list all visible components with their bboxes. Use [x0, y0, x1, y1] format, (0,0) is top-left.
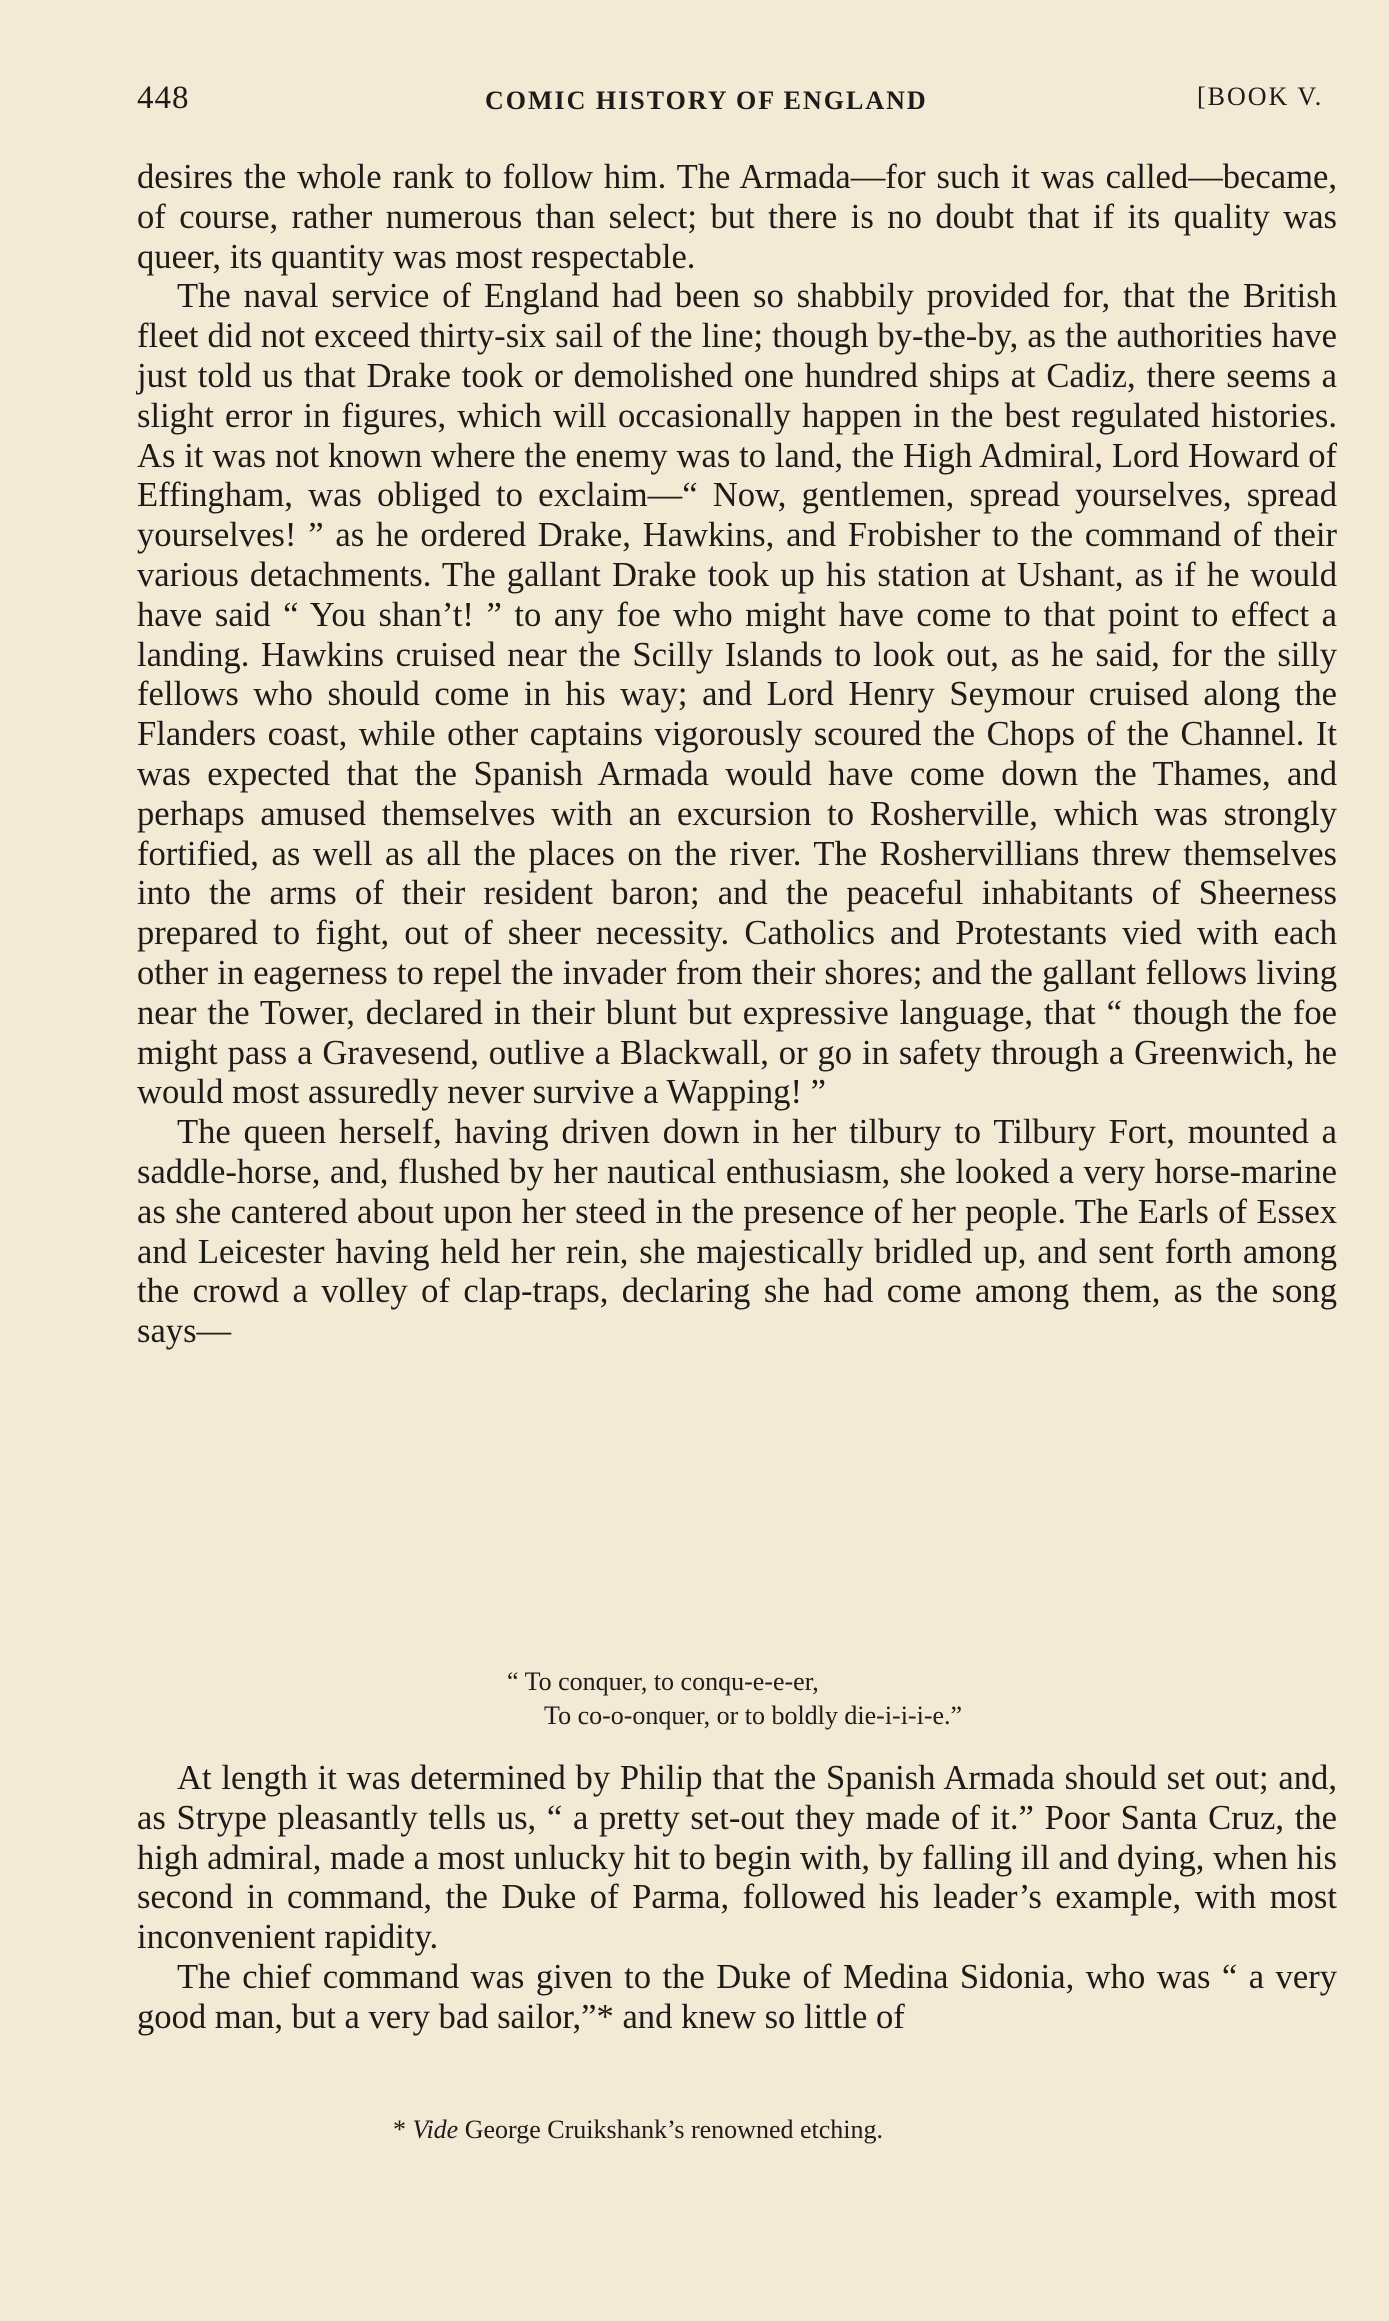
main-text-continued [137, 1759, 1337, 2038]
footnote-italic: Vide [412, 2115, 459, 2144]
paragraph-armada-sets-out: At length it was determined by Philip that the Spanish Armada should set out; and, as Strype pleasantly tells us, “ a pretty set-out they made of it.” Poor Santa Cruz, the high admiral, made a most unlucky hit to begin with, by falling ill and dying, when his second in command, the Duke of Parma, followed his leader’s example, with most inconvenient rapidity. [137, 1759, 1337, 1957]
running-title: COMIC HISTORY OF ENGLAND [485, 86, 928, 115]
page-number: 448 [137, 80, 190, 116]
footnote-text: George Cruikshank’s renowned etching. [464, 2115, 884, 2144]
footnote [393, 2115, 883, 2145]
paragraph-continued: desires the whole rank to follow him. The Armada—for such it was called—became, of course, rather numerous than select; but there is no doubt that if its quality was queer, its quantity was most respectable. [137, 158, 1337, 276]
verse-line: To co-o-onquer, or to boldly die-i-i-i-e.” [544, 1701, 963, 1730]
book-label: [BOOK V. [1197, 82, 1324, 111]
paragraph-naval-service: The naval service of England had been so shabbily provided for, that the British fleet did not exceed thirty-six sail of the line; though by-the-by, as the authorities have just told us that Drake took or demolished one hundred ships at Cadiz, there seems a slight error in figures, which will occasionally happen in the best regulated histories. As it was not known where the enemy was to land, the High Admiral, Lord Howard of Effingham, was obliged to exclaim—“ Now, gentlemen, spread yourselves, spread yourselves! ” as he ordered Drake, Hawkins, and Frobisher to the command of their various detachments. The gallant Drake took up his station at Ushant, as if he would have said “ You shan’t! ” to any foe who might have come to that point to effect a landing. Hawkins cruised near the Scilly Islands to look out, as he said, for the silly fellows who should come in his way; and Lord Henry Seymour cruised along the Flanders coast, while other captains vigorously scoured the Chops of the Channel. It was expected that the Spanish Armada would have come down the Thames, and perhaps amused themselves with an excursion to Rosherville, which was strongly fortified, as well as all the places on the river. The Roshervillians threw themselves into the arms of their resident baron; and the peaceful inhabitants of Sheerness prepared to fight, out of sheer necessity. Catholics and Protestants vied with each other in eagerness to repel the invader from their shores; and the gallant fellows living near the Tower, declared in their blunt but expressive language, that “ though the foe might pass a Gravesend, outlive a Blackwall, or go in safety through a Greenwich, he would most assuredly never survive a Wapping! ” [137, 277, 1337, 1112]
page-header [137, 80, 1337, 120]
song-quote [507, 1665, 962, 1733]
paragraph-queen-tilbury: The queen herself, having driven down in her tilbury to Tilbury Fort, mounted a saddle-horse, and, flushed by her nautical enthusiasm, she looked a very horse-marine as she cantered about upon her steed in the presence of her people. The Earls of Essex and Leicester having held her rein, she majestically bridled up, and sent forth among the crowd a volley of clap-traps, declaring she had come among them, as the song says— [137, 1113, 1337, 1351]
verse-line: “ To conquer, to conqu-e-e-er, [507, 1667, 819, 1696]
main-text [137, 158, 1337, 1352]
footnote-marker: * [393, 2115, 406, 2144]
paragraph-medina-sidonia: The chief command was given to the Duke of Medina Sidonia, who was “ a very good man, but a very bad sailor,”* and knew so little of [137, 1957, 1337, 2036]
